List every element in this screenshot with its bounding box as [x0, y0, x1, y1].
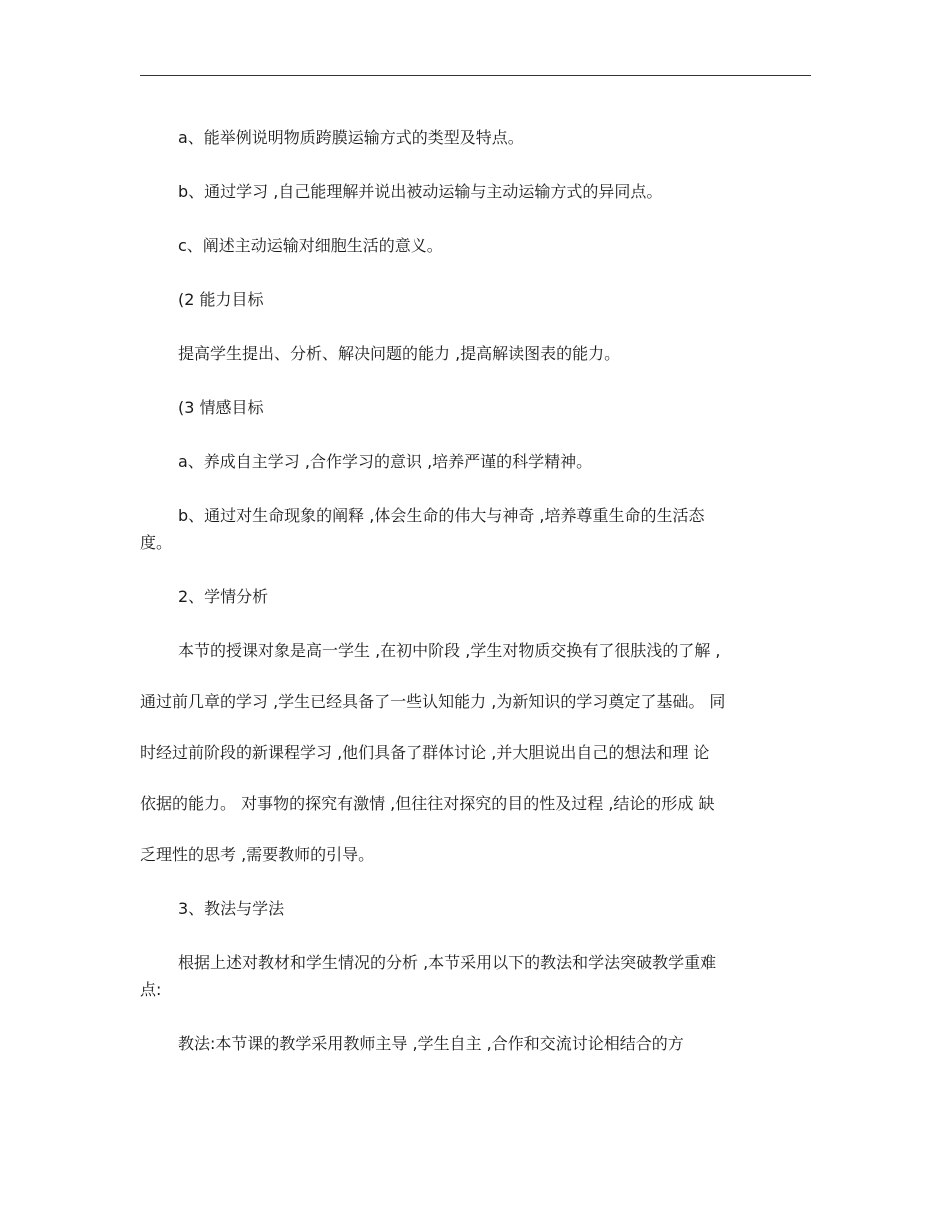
objective-c: c、阐述主动运输对细胞生活的意义。	[178, 236, 443, 255]
methods-intro-line1: 根据上述对教材和学生情况的分析 ,本节采用以下的教法和学法突破教学重难	[178, 953, 717, 972]
learner-analysis-line2: 通过前几章的学习 ,学生已经具备了一些认知能力 ,为新知识的学习奠定了基础。 同	[140, 692, 726, 711]
emotion-goal-heading: (3 情感目标	[178, 398, 264, 417]
learner-analysis-line3: 时经过前阶段的新课程学习 ,他们具备了群体讨论 ,并大胆说出自己的想法和理 论	[140, 743, 710, 762]
learner-analysis-line4: 依据的能力。 对事物的探究有激情 ,但往往对探究的目的性及过程 ,结论的形成 缺	[140, 794, 715, 813]
emotion-goal-a: a、养成自主学习 ,合作学习的意识 ,培养严谨的科学精神。	[178, 452, 593, 471]
teaching-method-text: 教法:本节课的教学采用教师主导 ,学生自主 ,合作和交流讨论相结合的方	[178, 1034, 684, 1053]
learner-analysis-line1: 本节的授课对象是高一学生 ,在初中阶段 ,学生对物质交换有了很肤浅的了解 ,	[178, 641, 721, 660]
section-heading-methods: 3、教法与学法	[178, 899, 285, 918]
header-rule	[140, 75, 811, 76]
methods-intro-line2: 点:	[140, 980, 162, 999]
objective-a: a、能举例说明物质跨膜运输方式的类型及特点。	[178, 128, 524, 147]
learner-analysis-line5: 乏理性的思考 ,需要教师的引导。	[140, 845, 375, 864]
document-body	[140, 124, 804, 1057]
ability-goal-text: 提高学生提出、分析、解决问题的能力 ,提高解读图表的能力。	[178, 344, 621, 363]
emotion-goal-b-line1: b、通过对生命现象的阐释 ,体会生命的伟大与神奇 ,培养尊重生命的生活态	[178, 506, 705, 525]
emotion-goal-b-line2: 度。	[140, 533, 173, 552]
section-heading-learner-analysis: 2、学情分析	[178, 587, 269, 606]
objective-b: b、通过学习 ,自己能理解并说出被动运输与主动运输方式的异同点。	[178, 182, 663, 201]
ability-goal-heading: (2 能力目标	[178, 290, 264, 309]
